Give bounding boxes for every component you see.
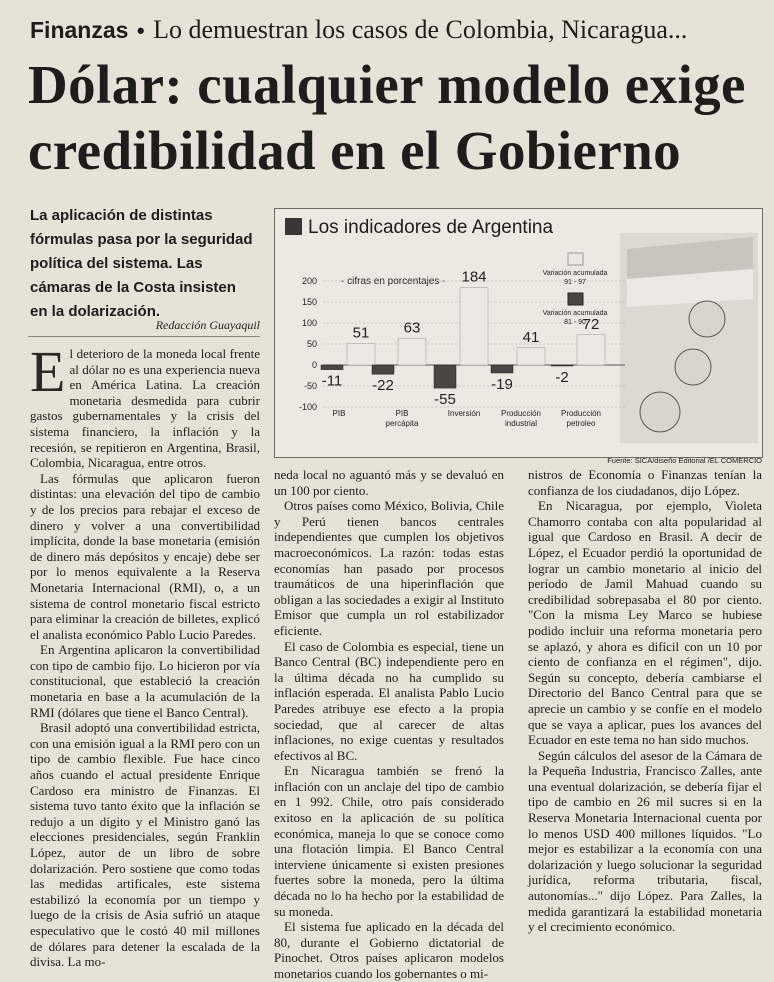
category-label: petroleo [566, 419, 596, 428]
y-tick-label: 150 [301, 297, 317, 307]
value-label-negative: -55 [434, 391, 456, 409]
category-label: PIB [332, 409, 346, 418]
body-column-2 [274, 467, 504, 982]
dropcap: E [30, 339, 66, 404]
category-label: Producción [560, 409, 602, 418]
bar-negative [551, 365, 573, 366]
legend-label: 91 - 97 [564, 279, 586, 286]
category-label: Inversión [447, 409, 481, 418]
bar-negative [321, 365, 343, 370]
category-label: Producción [500, 409, 542, 418]
headline: Dólar: cualquier modelo exige credibilidad en el Gobierno [28, 54, 746, 181]
category-label: PIB [395, 409, 409, 418]
kicker-bullet: • [136, 18, 145, 43]
y-tick-label: 0 [311, 360, 317, 370]
chart-box [274, 208, 763, 458]
coin-icon [675, 349, 711, 385]
value-label-positive: 41 [522, 328, 540, 346]
coin-icon [640, 392, 680, 432]
byline: Redacción Guayaquil [155, 318, 260, 332]
legend-label: 81 - 90 [564, 319, 586, 326]
bar-positive [398, 339, 426, 365]
paragraph: En Argentina aplicaron la convertibilidad con tipo de cambio fijo. Lo hicieron por vía constitucional, que estableció la creación monetaria en base a la acumulación de la RMI (dólares que tiene el Banco Central). [30, 642, 260, 720]
bar-positive [460, 288, 488, 365]
kicker-text: Lo demuestran los casos de Colombia, Nicaragua... [153, 15, 688, 44]
paragraph: Las fórmulas que aplicaron fueron distintas: una elevación del tipo de cambio y de los precios para rebajar el exceso de dinero y volver a una convertibilidad implícita, donde la base monetaria (emisión de dinero más depósitos y encaje) debe ser por lo menos equivalente a la Reserva Monetaria Internacional (RMI), o, a un sistema de control monetario fiscal estricto para eliminar la creación de billetes, explicó el analista económico Pablo Lucio Paredes. [30, 470, 260, 642]
body-column-3 [528, 467, 762, 935]
y-tick-label: -50 [303, 381, 317, 391]
chart-title-text: Los indicadores de Argentina [308, 217, 554, 238]
paragraph: Según cálculos del asesor de la Cámara de la Pequeña Industria, Francisco Zalles, ante una eventual dolarización, se debería fijar el tipo de cambio en 26 mil sucres si en la Reserva Monetaria Internacional cuenta por lo menos USD 400 millones líquidos. "Lo mejor es estabilizar a la economía con una dolarización y luego solucionar la seguridad jurídica, reforma tributaria, fiscal, autonomías..." dijo López. Para Zalles, la medida garantizará la estabilidad monetaria y el crecimiento económico. [528, 747, 762, 935]
bar-negative [491, 365, 513, 373]
value-label-negative: -19 [491, 375, 513, 393]
paragraph: El sistema fue aplicado en la década del 80, durante el Gobierno dictatorial de Pinochet. Otros países aplicaron modelos monetarios cuando los gobernantes o mi- [274, 919, 504, 981]
y-tick-label: 100 [301, 318, 317, 328]
value-label-negative: -11 [321, 372, 343, 390]
coin-icon [689, 301, 725, 337]
chart-svg [275, 209, 762, 457]
y-tick-label: 200 [301, 276, 317, 286]
bar-positive [517, 348, 545, 365]
bar-negative [434, 365, 456, 388]
value-label-positive: 51 [352, 324, 370, 342]
kicker [30, 14, 760, 47]
category-label: percápita [385, 419, 419, 428]
chart-subtitle: - cifras en porcentajes - [341, 276, 446, 287]
paragraph: En Nicaragua también se frenó la inflación con un anclaje del tipo de cambio en 1 992. Chile, otro país considerado exitoso en la aplicación de su política económica, maneja lo que se conoce como una flotación limpia. El Banco Central interviene únicamente si existen presiones fuertes sobre la moneda, pero la última década no lo ha hecho por la estabilidad de su moneda. [274, 763, 504, 919]
byline-rule [28, 336, 260, 337]
legend-label: Variación acumulada [542, 310, 608, 317]
legend-label: Variación acumulada [542, 270, 608, 277]
body-column-1 [30, 339, 260, 970]
value-label-positive: 63 [403, 319, 421, 337]
bar-positive [577, 335, 605, 365]
paragraph: neda local no aguantó más y se devaluó en un 100 por ciento. [274, 467, 504, 498]
y-tick-label: 50 [306, 339, 317, 349]
value-label-positive: 72 [582, 315, 600, 333]
paragraph: El caso de Colombia es especial, tiene un Banco Central (BC) independiente pero en la última década no ha cumplido su inflación esperada. El analista Pablo Lucio Paredes atribuye ese efecto a la propia sociedad, que al carecer de altas inflaciones, no exige cuentas y resultados efectivos al BC. [274, 638, 504, 763]
category-label: industrial [504, 419, 538, 428]
section-label: Finanzas [30, 17, 129, 43]
value-label-positive: 184 [461, 268, 487, 286]
paragraph: nistros de Economía o Finanzas tenían la confianza de los ciudadanos, dijo López. [528, 467, 762, 498]
paragraph: Brasil adoptó una convertibilidad estricta, con una emisión igual a la RMI pero con un tipo de cambio flexible. Fue hace cinco años cuando el actual presidente Enrique Cardoso era ministro de Finanzas. El sistema tuvo tanto éxito que la inflación se redujo a un dígito y el Ministro ganó las elecciones presidenciales, según Franklin López, autor de un libro de sobre dolarización. Pero sostiene que como todas las medidas artificales, este sistema estabilizó la economía por un tiempo y luego de la crisis de Asia sufrió un ataque especulativo que le costó 40 mil millones de dólares para detener la escalada de la divisa. La mo- [30, 720, 260, 970]
value-label-negative: -22 [372, 377, 394, 395]
bar-negative [372, 365, 394, 374]
paragraph: En Nicaragua, por ejemplo, Violeta Chamorro contaba con alta popularidad al igual que Cardoso en Brasil. A decir de López, el Ecuador perdió la oportunidad de lograr un cambio monetario al inicio del período de Jamil Mahuad cuando su credibilidad sobrepasaba el 80 por ciento. "Con la misma Ley Marco se hubiese podido incluir una reforma monetaria pero se aplazó, y ahora es difícil con un 10 por ciento de confianza en el régimen", dijo. Según su concepto, debería cambiarse el Directorio del Banco Central para que se aprecie un cambio y se confíe en el modelo que se vaya a aplicar, pues los avances del Ecuador en este tema no han sido muchos. [528, 498, 762, 748]
legend-swatch-91-97 [568, 253, 583, 265]
chart-source: Fuente: SICA/diseño Editorial /EL COMERCIO [607, 456, 762, 465]
bar-positive [347, 344, 375, 365]
y-tick-label: -100 [298, 402, 317, 412]
paragraph: El deterioro de la moneda local frente al dólar no es una experiencia nueva en América Latina. La creación monetaria desmedida para cubrir gastos gubernamentales y la crisis del sistema financiero, la inflación y la recesión, se repitieron en Argentina, Brasil, Colombia, Nicaragua, entre otros. [30, 339, 260, 471]
value-label-negative: -2 [555, 368, 569, 386]
deck: La aplicación de distintas fórmulas pasa por la seguridad política del sistema. Las cámaras de la Costa insisten en la dolarización. [30, 207, 253, 320]
paragraph: Otros países como México, Bolivia, Chile y Perú tienen bancos centrales independientes que cumplen los objetivos macroeconómicos. La razón: todas estas economías han pasado por procesos traumáticos de una hiperinflación que obligan a las sociedades a exigir al Instituto Emisor que cumpla un rol estabilizador eficiente. [274, 498, 504, 638]
legend-swatch-81-90 [568, 293, 583, 305]
